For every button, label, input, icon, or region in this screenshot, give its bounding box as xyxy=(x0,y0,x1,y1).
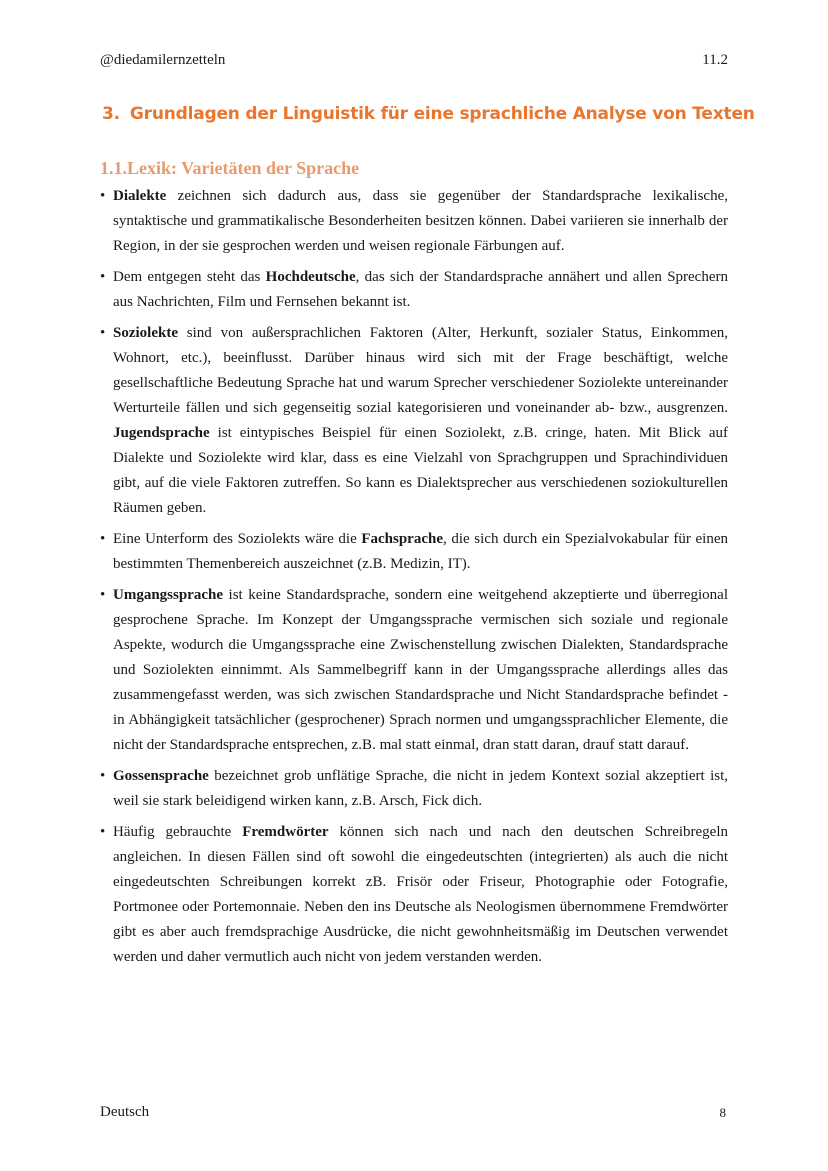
list-item xyxy=(100,184,728,259)
list-item xyxy=(100,527,728,577)
footer-subject: Deutsch xyxy=(100,1104,150,1120)
text-segment: Häufig gebrauchte xyxy=(113,824,243,840)
term-bold: Jugendsprache xyxy=(113,425,210,441)
page-number: 8 xyxy=(719,1105,726,1120)
text-segment: ist keine Standardsprache, sondern eine weitgehend akzeptierte und überregional gesprochene Sprache. Im Konzept der Umgangssprache vermischen sich soziale und regionale Aspekte, wodurch die Umgangssprache eine Zwischenstellung zwischen Dialekten, Standardsprache und Soziolekten einnimmt. Als Sammelbegriff kann in der Umgangssprache allerdings alles das zusammengefasst werden, was sich zwischen Standardsprache und Nicht Standardsprache befindet - in Abhängigkeit tatsächlicher (gesprochener) Sprach normen und umgangssprachlicher Elemente, die nicht der Standardsprache entsprechen, z.B. mal statt einmal, dran statt daran, drauf statt darauf. xyxy=(113,587,728,753)
text-segment: zeichnen sich dadurch aus, dass sie gegenüber der Standardsprache lexikalische, syntaktische und grammatikalische Besonderheiten besitzen können. Dabei variieren sie innerhalb der Region, in der sie gesprochen werden und weisen regionale Färbungen auf. xyxy=(113,188,728,254)
text-segment: sind von außersprachlichen Faktoren (Alter, Herkunft, sozialer Status, Einkommen, Wohnort, etc.), beeinflusst. Darüber hinaus wird sich mit der Frage beschäftigt, welche gesellschaftliche Bedeutung Sprache hat und warum Sprecher verschiedener Soziolekte untereinander Werturteile fällen und sich gegenseitig sozial kategorisieren und voneinander ab- bzw., ausgrenzen. xyxy=(113,325,728,416)
header-class: 11.2 xyxy=(702,52,728,68)
term-bold: Hochdeutsche xyxy=(265,269,356,285)
text-segment: Eine Unterform des Soziolekts wäre die xyxy=(113,531,362,547)
list-item xyxy=(100,583,728,758)
bullet-icon: • xyxy=(100,824,106,840)
text-segment: bezeichnet grob unflätige Sprache, die nicht in jedem Kontext sozial akzeptiert ist, weil sie stark beleidigend wirken kann, z.B. Arsch, Fick dich. xyxy=(113,768,728,809)
bullet-icon: • xyxy=(100,531,106,547)
term-bold: Fremdwörter xyxy=(242,824,329,840)
text-segment: , das sich der Standardsprache annähert und allen Sprechern aus Nachrichten, Film und Fernsehen bekannt ist. xyxy=(113,269,728,310)
text-segment: können sich nach und nach den deutschen Schreibregeln angleichen. In diesen Fällen sind oft sowohl die eingedeutschten (integrierten) als auch die nicht eingedeutschten Schreibungen korrekt zB. Frisör oder Friseur, Photographie oder Fotografie, Portmonee oder Portemonnaie. Neben den ins Deutsche als Neologismen übernommene Fremdwörter gibt es aber auch fremdsprachige Ausdrücke, die nicht gewohnheitsmäßig im Deutschen verwendet werden und daher vermutlich auch nicht von jedem verstanden werden. xyxy=(113,824,729,965)
bullet-icon: • xyxy=(100,587,106,603)
list-item xyxy=(100,265,728,315)
bullet-icon: • xyxy=(100,269,106,285)
term-bold: Fachsprache xyxy=(361,531,444,547)
text-segment: ist eintypisches Beispiel für einen Soziolekt, z.B. cringe, haten. Mit Blick auf Dialekte und Soziolekte wird klar, dass es eine Vielzahl von Sprachgruppen und Sprachindividuen gibt, auf die viele Faktoren zutreffen. So kann es Dialektsprecher aus verschiedenen soziokulturellen Räumen geben. xyxy=(113,425,728,516)
bullet-icon: • xyxy=(100,188,106,204)
section-number: 3. xyxy=(102,104,120,124)
bullet-list xyxy=(100,184,728,976)
bullet-icon: • xyxy=(100,768,106,784)
subsection-title: 1.1.Lexik: Varietäten der Sprache xyxy=(100,158,360,178)
bullet-icon: • xyxy=(100,325,106,341)
term-bold: Soziolekte xyxy=(113,325,178,341)
list-item xyxy=(100,764,728,814)
list-item xyxy=(100,820,728,970)
section-title-text: Grundlagen der Linguistik für eine sprachliche Analyse von Texten xyxy=(129,104,755,124)
term-bold: Dialekte xyxy=(113,188,167,204)
header-handle: @diedamilernzetteln xyxy=(100,52,226,68)
list-item xyxy=(100,321,728,521)
section-title xyxy=(102,104,755,124)
text-segment: , die sich durch ein Spezialvokabular für einen bestimmten Themenbereich auszeichnet (z.B. Medizin, IT). xyxy=(113,531,728,572)
text-segment: Dem entgegen steht das xyxy=(113,269,266,285)
term-bold: Gossensprache xyxy=(113,768,209,784)
term-bold: Umgangssprache xyxy=(113,587,224,603)
